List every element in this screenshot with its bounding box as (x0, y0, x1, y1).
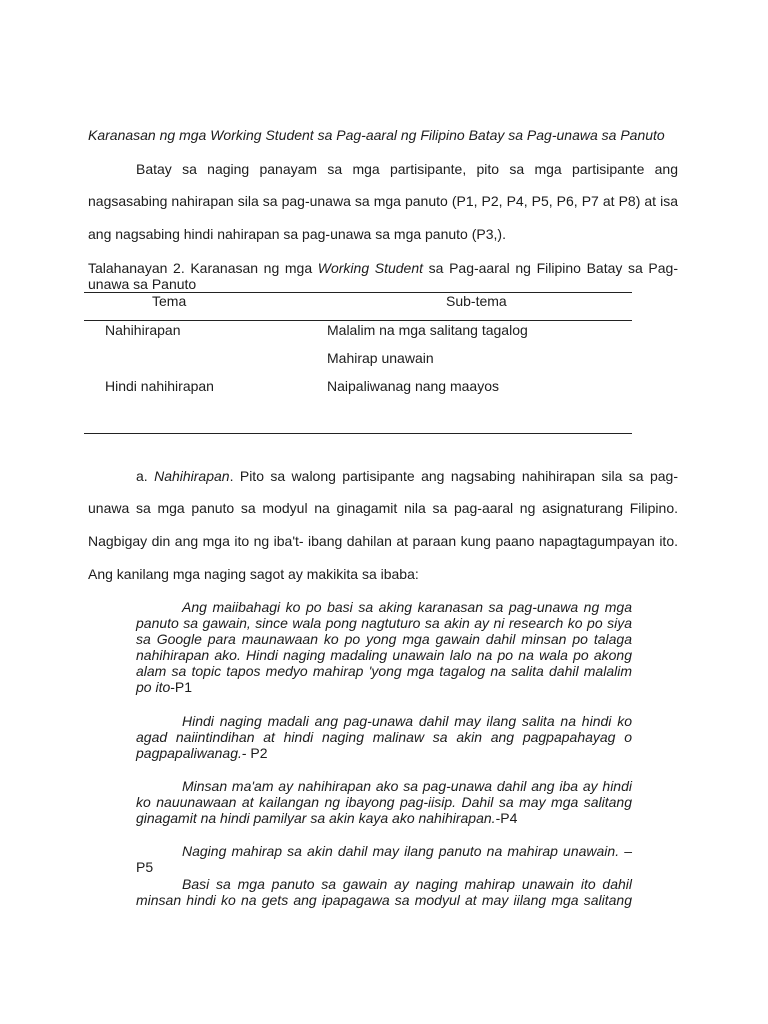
section-heading (88, 127, 678, 143)
quote-p4 (136, 778, 632, 826)
quote-p4-text: Minsan ma'am ay nahihirapan ako sa pag-unawa dahil ang iba ay hindi ko nauunawaan at kailangan ng ibayong pag-iisip. Dahil sa may mga salitang ginagamit na hindi pamilyar sa akin kaya ako nahihirapan. (136, 778, 632, 826)
table-bottom-rule (84, 433, 632, 434)
section-a-marker: a. (136, 468, 155, 484)
quote-p2 (136, 713, 632, 761)
table-row-3-tema: Hindi nahihirapan (105, 378, 214, 394)
section-a-line-4: Ang kanilang mga naging sagot ay makikita sa ibaba: (88, 566, 419, 582)
table-row-1-subtema: Malalim na mga salitang tagalog (327, 322, 528, 338)
quote-p2-text: Hindi naging madali ang pag-unawa dahil may ilang salita na hindi ko agad naiintindihan at hindi naging malinaw sa akin ang pagpapahayag o pagpapaliwanag. (136, 713, 632, 761)
quote-p2-tag: - P2 (241, 745, 268, 761)
quote-p5 (136, 843, 632, 875)
intro-line-1: Batay sa naging panayam sa mga partisipante, pito sa mga partisipante ang (136, 161, 678, 177)
quote-p1 (136, 599, 632, 695)
table-header-subtema: Sub-tema (446, 293, 507, 309)
caption-emphasis: Working Student (317, 260, 424, 276)
quote-p6 (136, 876, 632, 908)
table-caption-line-2: unawa sa Panuto (88, 276, 197, 292)
caption-pre: Talahanayan 2. Karanasan ng mga (88, 260, 318, 276)
section-a-line-1 (136, 468, 678, 484)
heading-post: sa Pag-aaral ng Filipino Batay sa Pag-unawa sa Panuto (313, 127, 665, 143)
quote-p1-tag: -P1 (170, 679, 193, 695)
table-caption (88, 260, 678, 276)
caption-post: sa Pag-aaral ng Filipino Batay sa Pag- (423, 260, 679, 276)
quote-p6-text: Basi sa mga panuto sa gawain ay naging mahirap unawain ito dahil minsan hindi ko na gets ang ipapagawa sa modyul at may iilang mga salitang (136, 876, 632, 908)
section-a-line-3: Nagbigay din ang mga ito ng iba't- ibang dahilan at paraan kung paano napagtagumpayan ito. (88, 533, 678, 549)
quote-p5-tag: – P5 (136, 843, 632, 875)
table-row-1-tema: Nahihirapan (105, 322, 181, 338)
section-a-line-1-rest: . Pito sa walong partisipante ang nagsabing nahihirapan sila sa pag- (229, 468, 678, 484)
intro-line-3: ang nagsabing hindi nahirapan sa pag-unawa sa mga panuto (P3,). (88, 226, 506, 242)
quote-p4-tag: -P4 (495, 810, 518, 826)
intro-line-2: nagsasabing nahirapan sila sa pag-unawa sa mga panuto (P1, P2, P4, P5, P6, P7 at P8) at isa (88, 193, 678, 209)
quote-p1-text: Ang maiibahagi ko po basi sa aking karanasan sa pag-unawa ng mga panuto sa gawain, since wala pong nagtuturo sa akin ay ni research ko po siya sa Google para maunawaan ko po yong mga gawain dahil minsan po talaga nahihirapan ako. Hindi naging madaling unawain lalo na po na wala po akong alam sa topic tapos medyo mahirap 'yong mga tagalog na salita dahil malalim po ito (136, 599, 632, 695)
table-header-tema: Tema (152, 293, 187, 309)
heading-emphasis: Working Student (210, 127, 314, 143)
table-row-2-subtema: Mahirap unawain (327, 350, 434, 366)
table-header-rule (84, 320, 632, 321)
quote-p5-text: Naging mahirap sa akin dahil may ilang panuto na mahirap unawain. (182, 843, 620, 859)
table-row-3-subtema: Naipaliwanag nang maayos (327, 378, 499, 394)
section-a-term: Nahihirapan (154, 468, 230, 484)
heading-pre: Karanasan ng mga (88, 127, 211, 143)
section-a-line-2: unawa sa mga panuto sa modyul na ginagamit nila sa pag-aaral ng asignaturang Filipino. (88, 500, 678, 516)
